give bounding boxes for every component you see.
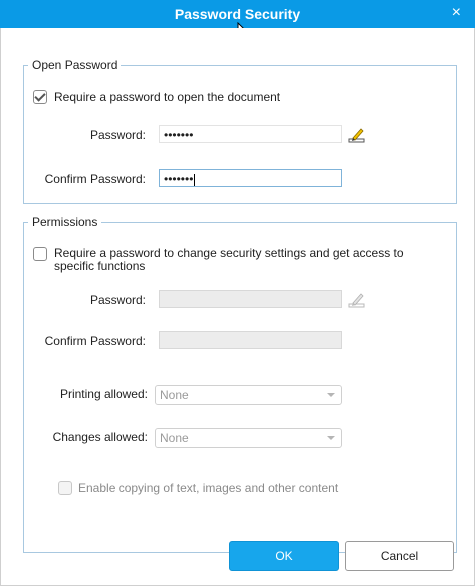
permissions-password-input[interactable] xyxy=(159,290,342,308)
printing-allowed-label: Printing allowed: xyxy=(59,387,148,401)
open-password-input[interactable] xyxy=(159,125,342,143)
permissions-confirm-input[interactable] xyxy=(159,331,342,349)
require-permissions-password-checkbox[interactable] xyxy=(33,247,47,261)
require-open-password-checkbox[interactable] xyxy=(33,90,47,104)
edit-password-icon[interactable] xyxy=(348,126,366,144)
printing-allowed-select[interactable] xyxy=(155,385,342,405)
open-password-legend: Open Password xyxy=(32,58,118,72)
open-password-group xyxy=(23,58,457,204)
require-open-password-label: Require a password to open the document xyxy=(54,90,281,104)
permissions-legend: Permissions xyxy=(32,215,98,229)
printing-allowed-value: None xyxy=(160,388,189,402)
changes-allowed-value: None xyxy=(160,431,189,445)
enable-copying-checkbox[interactable] xyxy=(58,481,72,495)
chevron-down-icon xyxy=(327,436,335,440)
changes-allowed-select[interactable] xyxy=(155,428,342,448)
open-confirm-label: Confirm Password: xyxy=(44,172,146,186)
text-caret xyxy=(194,174,195,186)
cancel-button[interactable]: Cancel xyxy=(345,541,454,571)
changes-allowed-label: Changes allowed: xyxy=(52,430,148,444)
ok-button[interactable]: OK xyxy=(229,541,339,571)
require-permissions-password-label: Require a password to change security settings and get access to specific functions xyxy=(54,246,404,273)
open-password-value: ••••••• xyxy=(164,128,194,142)
dialog-body xyxy=(0,28,475,586)
permissions-password-label: Password: xyxy=(89,293,146,307)
chevron-down-icon xyxy=(327,393,335,397)
close-icon[interactable]: × xyxy=(451,4,461,21)
edit-password-icon[interactable] xyxy=(348,291,366,309)
enable-copying-label: Enable copying of text, images and other content xyxy=(78,481,339,495)
open-confirm-input[interactable] xyxy=(159,169,342,187)
permissions-group xyxy=(23,215,457,553)
dialog-title: Password Security xyxy=(174,6,301,22)
open-password-label: Password: xyxy=(89,128,146,142)
open-confirm-value: ••••••• xyxy=(164,172,194,186)
permissions-confirm-label: Confirm Password: xyxy=(44,334,146,348)
